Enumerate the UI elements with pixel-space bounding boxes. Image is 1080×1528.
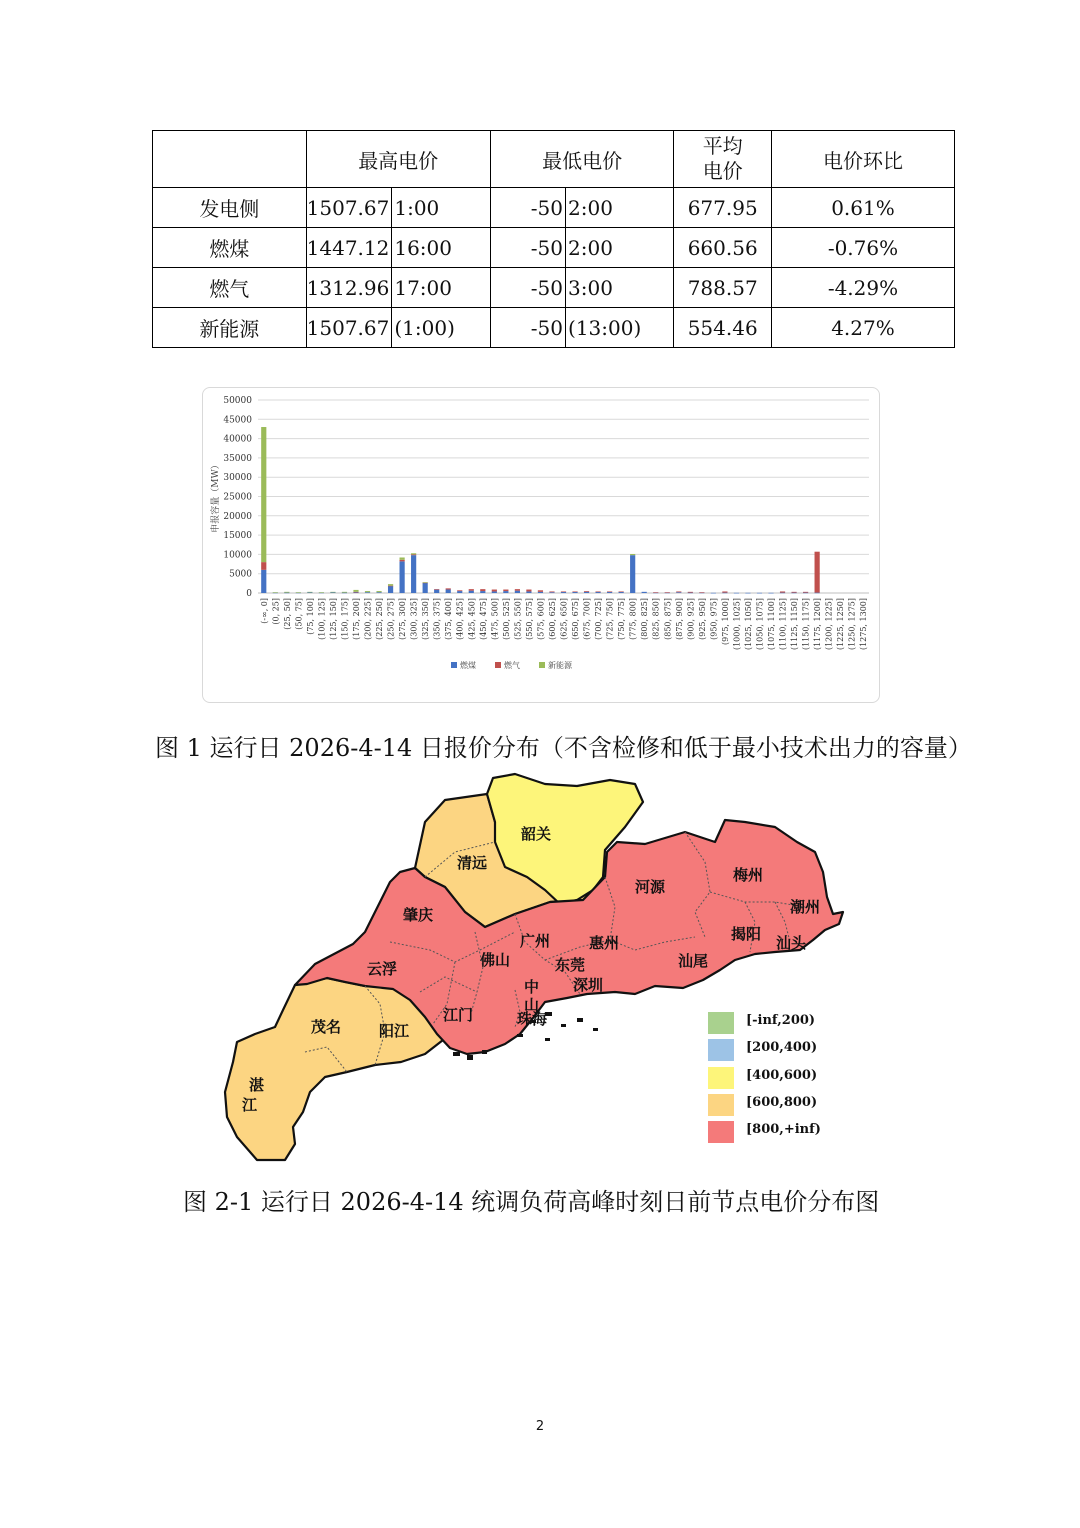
y-tick-label: 20000 [223, 511, 252, 522]
label-shan: 山 [524, 996, 540, 1014]
min-price: -50 [490, 228, 565, 268]
bar [353, 590, 358, 592]
bar [446, 588, 451, 589]
x-tick-label: (875, 900] [674, 598, 684, 640]
bar [538, 590, 543, 592]
x-tick-label: (350, 375] [432, 598, 442, 640]
x-tick-label: (50, 75] [294, 598, 304, 630]
x-tick-label: (375, 400] [444, 598, 454, 640]
label-zhaoqing: 肇庆 [403, 906, 434, 924]
legend-swatch [708, 1094, 734, 1116]
label-zhong: 中 [524, 978, 540, 996]
bar [619, 591, 624, 592]
bar [411, 553, 416, 554]
x-tick-label: (675, 700] [582, 598, 592, 640]
bar [330, 592, 335, 593]
bar [757, 593, 762, 594]
x-tick-label: (125, 150] [328, 598, 338, 640]
page-number: 2 [535, 1419, 545, 1434]
island [545, 1038, 550, 1041]
max-price: 1312.96 [306, 268, 392, 308]
bar [768, 593, 773, 594]
bar [492, 591, 497, 593]
bar [676, 591, 681, 592]
y-tick-label: 30000 [223, 473, 252, 484]
header-avg-line1: 平均 [702, 134, 743, 158]
label-yangjiang: 阳江 [379, 1022, 410, 1040]
x-tick-label: (1225, 1250] [836, 598, 846, 651]
bar [319, 592, 324, 593]
bar [630, 555, 635, 593]
x-tick-label: (175, 200] [351, 598, 361, 640]
x-tick-label: (250, 275] [386, 598, 396, 640]
bar [411, 554, 416, 555]
y-axis-label: 申报容量（MW） [211, 460, 221, 533]
island [593, 1028, 598, 1031]
min-time: 2:00 [566, 228, 674, 268]
bar [584, 591, 589, 592]
figure-2-caption: 图 2-1 运行日 2026-4-14 统调负荷高峰时刻日前节点电价分布图 [183, 1188, 880, 1216]
bar [376, 591, 381, 592]
label-shaoguan: 韶关 [521, 825, 552, 843]
x-tick-label: (900, 925] [686, 598, 696, 640]
min-price: -50 [490, 308, 565, 348]
legend-label: 燃煤 [460, 661, 476, 670]
region-west-orange [225, 978, 443, 1160]
x-tick-label: (1250, 1275] [847, 598, 857, 651]
bar [273, 592, 278, 593]
bar [434, 590, 439, 593]
y-tick-label: 50000 [223, 396, 252, 406]
x-tick-label: (525, 550] [513, 598, 523, 640]
bar [803, 593, 808, 594]
x-tick-label: (800, 825] [640, 598, 650, 640]
bar [526, 591, 531, 593]
bar [284, 592, 289, 593]
x-tick-label: (1050, 1075] [755, 598, 765, 651]
bar [284, 593, 289, 594]
x-tick-label: (725, 750] [605, 598, 615, 640]
label-foshan: 佛山 [480, 951, 511, 969]
island [467, 1055, 473, 1060]
legend-swatch [708, 1012, 734, 1034]
bar [711, 593, 716, 594]
label-jiang: 江 [242, 1096, 258, 1114]
bar [526, 590, 531, 592]
legend-label: [400,600) [746, 1068, 818, 1083]
legend-item [708, 1067, 818, 1089]
x-tick-label: (500, 525] [501, 598, 511, 640]
legend-label: [600,800) [746, 1095, 818, 1110]
label-qingyuan: 清远 [457, 854, 488, 872]
price-change: 4.27% [771, 308, 954, 348]
legend-swatch [708, 1039, 734, 1061]
x-tick-label: (225, 250] [375, 598, 385, 640]
bar [261, 427, 266, 562]
x-tick-label: (1100, 1125] [778, 598, 788, 651]
label-huizhou: 惠州 [589, 934, 620, 952]
max-price: 1447.12 [306, 228, 392, 268]
x-tick-label: (1175, 1200] [813, 598, 823, 651]
legend-item [708, 1121, 821, 1143]
min-time: 3:00 [566, 268, 674, 308]
island [577, 1018, 583, 1022]
avg-price: 554.46 [674, 308, 772, 348]
bar [423, 583, 428, 593]
table-row [153, 188, 955, 228]
bar [549, 592, 554, 593]
label-heyuan: 河源 [635, 878, 666, 896]
bar [353, 592, 358, 593]
legend-item [708, 1094, 818, 1116]
x-tick-label: (1000, 1025] [732, 598, 742, 651]
bar [515, 591, 520, 593]
x-tick-label: (775, 800] [628, 598, 638, 640]
x-tick-label: (600, 625] [547, 598, 557, 640]
bar [791, 593, 796, 594]
label-guangzhou: 广州 [520, 932, 551, 950]
max-price: 1507.67 [306, 188, 392, 228]
x-tick-label: (100, 125] [317, 598, 327, 640]
x-tick-label: (150, 175] [340, 598, 350, 640]
bar [342, 592, 347, 593]
chart-svg [203, 388, 879, 702]
bar [549, 591, 554, 592]
legend-label: 新能源 [548, 661, 572, 670]
y-tick-label: 35000 [223, 453, 252, 464]
min-time: (13:00) [566, 308, 674, 348]
header-avg-price [674, 131, 772, 188]
bar [653, 592, 658, 593]
legend-label: [200,400) [746, 1040, 818, 1055]
x-tick-label: (850, 875] [663, 598, 673, 640]
x-tick-label: (0, 25] [271, 598, 281, 625]
y-tick-label: 40000 [223, 434, 252, 445]
y-tick-label: 0 [246, 589, 252, 599]
bar [469, 589, 474, 591]
bar [688, 592, 693, 593]
row-label: 燃煤 [153, 228, 307, 268]
x-tick-label: (950, 975] [709, 598, 719, 640]
bar [261, 570, 266, 593]
bar [642, 592, 647, 593]
max-time: 1:00 [392, 188, 490, 228]
x-tick-label: (475, 500] [490, 598, 500, 640]
bar [365, 592, 370, 593]
legend-label: [-inf,200) [746, 1013, 816, 1028]
bar [400, 561, 405, 593]
y-tick-label: 15000 [223, 531, 252, 542]
label-dongguan: 东莞 [555, 956, 586, 974]
label-shenzhen: 深圳 [573, 976, 604, 994]
bar [411, 555, 416, 593]
legend-label: 燃气 [504, 661, 520, 670]
island [561, 1024, 566, 1027]
y-tick-label: 25000 [223, 492, 252, 503]
price-change: 0.61% [771, 188, 954, 228]
legend-item [708, 1039, 818, 1061]
label-jiangmen: 江门 [443, 1006, 474, 1024]
bar [296, 592, 301, 593]
min-price: -50 [490, 188, 565, 228]
avg-price: 677.95 [674, 188, 772, 228]
bar [595, 591, 600, 592]
header-empty [153, 131, 307, 188]
bid-distribution-chart [202, 387, 880, 703]
bar [791, 592, 796, 593]
bar [480, 591, 485, 593]
y-tick-label: 5000 [229, 569, 252, 580]
label-chaozhou: 潮州 [790, 898, 821, 916]
bar [607, 591, 612, 592]
x-tick-label: (1150, 1175] [801, 598, 811, 651]
price-table [152, 130, 955, 348]
bar [480, 589, 485, 591]
table-row [153, 228, 955, 268]
bar [630, 554, 635, 555]
avg-price: 660.56 [674, 228, 772, 268]
label-yunfu: 云浮 [367, 960, 398, 978]
figure-1-caption: 图 1 运行日 2026-4-14 日报价分布（不含检修和低于最小技术出力的容量） [155, 734, 972, 762]
bar [780, 593, 785, 594]
table-row [153, 268, 955, 308]
y-tick-label: 10000 [223, 550, 252, 561]
bar [457, 590, 462, 591]
header-min-price: 最低电价 [490, 131, 674, 188]
x-tick-label: (925, 950] [697, 598, 707, 640]
label-meizhou: 梅州 [733, 866, 764, 884]
x-tick-label: (650, 675] [571, 598, 581, 640]
x-tick-label: (550, 575] [524, 598, 534, 640]
x-tick-label: (1275, 1300] [859, 598, 869, 651]
max-price: 1507.67 [306, 308, 392, 348]
x-tick-label: (275, 300] [398, 598, 408, 640]
bar [515, 589, 520, 591]
price-change: -4.29% [771, 268, 954, 308]
bar [388, 586, 393, 593]
x-tick-label: (-∞, 0] [259, 598, 269, 624]
x-tick-label: (450, 475] [478, 598, 488, 640]
legend-swatch [451, 662, 457, 668]
bar [388, 586, 393, 587]
x-tick-label: (1125, 1150] [790, 598, 800, 651]
bar [376, 592, 381, 593]
bar [365, 591, 370, 592]
x-tick-label: (200, 225] [363, 598, 373, 640]
bar [538, 592, 543, 593]
bar [688, 593, 693, 594]
label-shantou: 汕头 [776, 934, 807, 952]
bar [665, 592, 670, 593]
legend-label: [800,+inf) [746, 1122, 821, 1137]
label-shanwei: 汕尾 [678, 952, 709, 970]
island [453, 1052, 460, 1056]
legend-swatch [708, 1121, 734, 1143]
bar [400, 560, 405, 562]
bar [423, 582, 428, 583]
avg-price: 788.57 [674, 268, 772, 308]
x-tick-label: (25, 50] [282, 598, 292, 630]
bar [469, 591, 474, 593]
x-tick-label: (325, 350] [421, 598, 431, 640]
bar [745, 593, 750, 594]
x-tick-label: (975, 1000] [720, 598, 730, 645]
row-label: 新能源 [153, 308, 307, 348]
x-tick-label: (1200, 1225] [824, 598, 834, 651]
bar [815, 552, 820, 593]
bar [503, 590, 508, 592]
bar [572, 591, 577, 592]
bar [400, 557, 405, 559]
x-tick-label: (700, 725] [594, 598, 604, 640]
header-avg-line2: 电价 [702, 159, 743, 183]
x-tick-label: (75, 100] [305, 598, 315, 635]
bar [388, 584, 393, 586]
legend-swatch [708, 1067, 734, 1089]
x-tick-label: (825, 850] [651, 598, 661, 640]
legend-item [708, 1012, 818, 1034]
min-price: -50 [490, 268, 565, 308]
max-time: (1:00) [392, 308, 490, 348]
price-change: -0.76% [771, 228, 954, 268]
x-tick-label: (425, 450] [467, 598, 477, 640]
x-tick-label: (1075, 1100] [767, 598, 777, 651]
bar [261, 562, 266, 570]
bar [803, 592, 808, 593]
bar [561, 591, 566, 592]
bar [584, 592, 589, 593]
x-tick-label: (300, 325] [409, 598, 419, 640]
bar [307, 592, 312, 593]
x-tick-label: (400, 425] [455, 598, 465, 640]
legend-swatch [539, 662, 545, 668]
bar [780, 591, 785, 592]
island [482, 1050, 487, 1054]
bar [342, 593, 347, 594]
bar [446, 590, 451, 593]
table-row [153, 308, 955, 348]
bar [722, 593, 727, 594]
bar [492, 590, 497, 592]
x-tick-label: (625, 650] [559, 598, 569, 640]
row-label: 燃气 [153, 268, 307, 308]
label-jieyang: 揭阳 [731, 925, 762, 943]
row-label: 发电侧 [153, 188, 307, 228]
table-header-row [153, 131, 955, 188]
header-max-price: 最高电价 [306, 131, 490, 188]
label-zhan: 湛 [249, 1076, 265, 1094]
header-price-change: 电价环比 [771, 131, 954, 188]
bar [457, 591, 462, 593]
label-zhuhai: 珠海 [517, 1010, 548, 1028]
y-tick-label: 45000 [223, 415, 252, 426]
bar [434, 589, 439, 590]
legend-swatch [495, 662, 501, 668]
island [517, 1034, 523, 1037]
min-time: 2:00 [566, 188, 674, 228]
bar [734, 593, 739, 594]
x-tick-label: (1025, 1050] [743, 598, 753, 651]
x-tick-label: (750, 775] [617, 598, 627, 640]
x-tick-label: (575, 600] [536, 598, 546, 640]
bar [699, 592, 704, 593]
label-maoming: 茂名 [311, 1018, 342, 1036]
max-time: 17:00 [392, 268, 490, 308]
bar [815, 593, 820, 594]
max-time: 16:00 [392, 228, 490, 268]
bar [503, 591, 508, 593]
bar [722, 591, 727, 592]
bar [676, 592, 681, 593]
